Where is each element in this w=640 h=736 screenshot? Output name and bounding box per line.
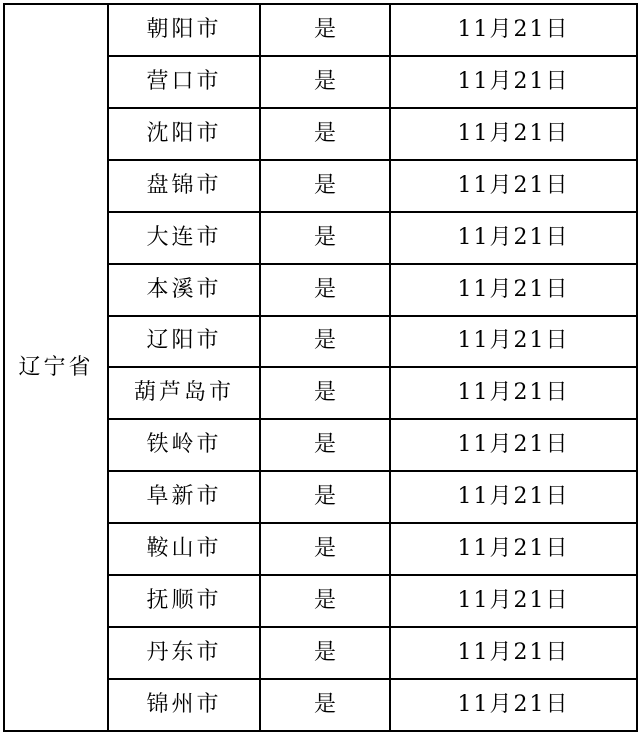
province-city-table xyxy=(3,3,638,732)
status-value: 是 xyxy=(313,588,336,614)
status-value: 是 xyxy=(313,380,336,406)
city-cell xyxy=(108,4,260,56)
date-value: 11月21日 xyxy=(457,68,570,94)
city-cell xyxy=(108,56,260,108)
city-name: 葫芦岛市 xyxy=(133,380,234,406)
status-cell xyxy=(260,108,390,160)
date-cell xyxy=(390,367,637,419)
status-value: 是 xyxy=(313,691,336,717)
date-cell xyxy=(390,108,637,160)
date-value: 11月21日 xyxy=(457,691,570,717)
date-cell xyxy=(390,264,637,316)
date-value: 11月21日 xyxy=(457,172,570,198)
date-value: 11月21日 xyxy=(457,224,570,250)
city-cell xyxy=(108,419,260,471)
province-cell xyxy=(4,4,108,731)
status-value: 是 xyxy=(313,640,336,666)
city-name: 大连市 xyxy=(146,224,222,250)
status-cell xyxy=(260,575,390,627)
city-name: 鞍山市 xyxy=(146,536,222,562)
status-value: 是 xyxy=(313,276,336,302)
city-name: 本溪市 xyxy=(146,276,222,302)
city-name: 铁岭市 xyxy=(146,432,222,458)
status-cell xyxy=(260,679,390,731)
city-name: 锦州市 xyxy=(146,691,222,717)
date-cell xyxy=(390,212,637,264)
city-name: 营口市 xyxy=(146,68,222,94)
city-cell xyxy=(108,212,260,264)
date-value: 11月21日 xyxy=(457,432,570,458)
city-cell xyxy=(108,108,260,160)
city-name: 辽阳市 xyxy=(146,328,222,354)
city-cell xyxy=(108,316,260,368)
province-name: 辽宁省 xyxy=(18,354,94,380)
status-cell xyxy=(260,264,390,316)
status-cell xyxy=(260,56,390,108)
date-cell xyxy=(390,627,637,679)
status-cell xyxy=(260,471,390,523)
status-value: 是 xyxy=(313,120,336,146)
date-value: 11月21日 xyxy=(457,640,570,666)
status-value: 是 xyxy=(313,16,336,42)
city-cell xyxy=(108,627,260,679)
date-cell xyxy=(390,523,637,575)
status-cell xyxy=(260,4,390,56)
date-cell xyxy=(390,160,637,212)
city-name: 盘锦市 xyxy=(146,172,222,198)
status-cell xyxy=(260,212,390,264)
status-value: 是 xyxy=(313,328,336,354)
city-cell xyxy=(108,367,260,419)
status-cell xyxy=(260,523,390,575)
table-body xyxy=(4,4,637,731)
date-value: 11月21日 xyxy=(457,276,570,302)
date-cell xyxy=(390,471,637,523)
table-row xyxy=(4,4,637,56)
city-name: 阜新市 xyxy=(146,484,222,510)
status-value: 是 xyxy=(313,432,336,458)
date-value: 11月21日 xyxy=(457,16,570,42)
status-cell xyxy=(260,316,390,368)
city-cell xyxy=(108,264,260,316)
status-value: 是 xyxy=(313,172,336,198)
status-value: 是 xyxy=(313,224,336,250)
status-cell xyxy=(260,160,390,212)
city-cell xyxy=(108,523,260,575)
date-value: 11月21日 xyxy=(457,328,570,354)
city-cell xyxy=(108,575,260,627)
city-name: 朝阳市 xyxy=(146,16,222,42)
date-cell xyxy=(390,679,637,731)
date-value: 11月21日 xyxy=(457,588,570,614)
city-cell xyxy=(108,679,260,731)
date-cell xyxy=(390,56,637,108)
status-cell xyxy=(260,627,390,679)
status-cell xyxy=(260,419,390,471)
date-cell xyxy=(390,575,637,627)
city-name: 丹东市 xyxy=(146,640,222,666)
city-name: 抚顺市 xyxy=(146,588,222,614)
city-cell xyxy=(108,160,260,212)
date-value: 11月21日 xyxy=(457,120,570,146)
date-value: 11月21日 xyxy=(457,380,570,406)
date-cell xyxy=(390,419,637,471)
date-cell xyxy=(390,4,637,56)
status-value: 是 xyxy=(313,536,336,562)
date-value: 11月21日 xyxy=(457,536,570,562)
status-value: 是 xyxy=(313,484,336,510)
city-name: 沈阳市 xyxy=(146,120,222,146)
date-cell xyxy=(390,316,637,368)
city-cell xyxy=(108,471,260,523)
date-value: 11月21日 xyxy=(457,484,570,510)
status-value: 是 xyxy=(313,68,336,94)
status-cell xyxy=(260,367,390,419)
